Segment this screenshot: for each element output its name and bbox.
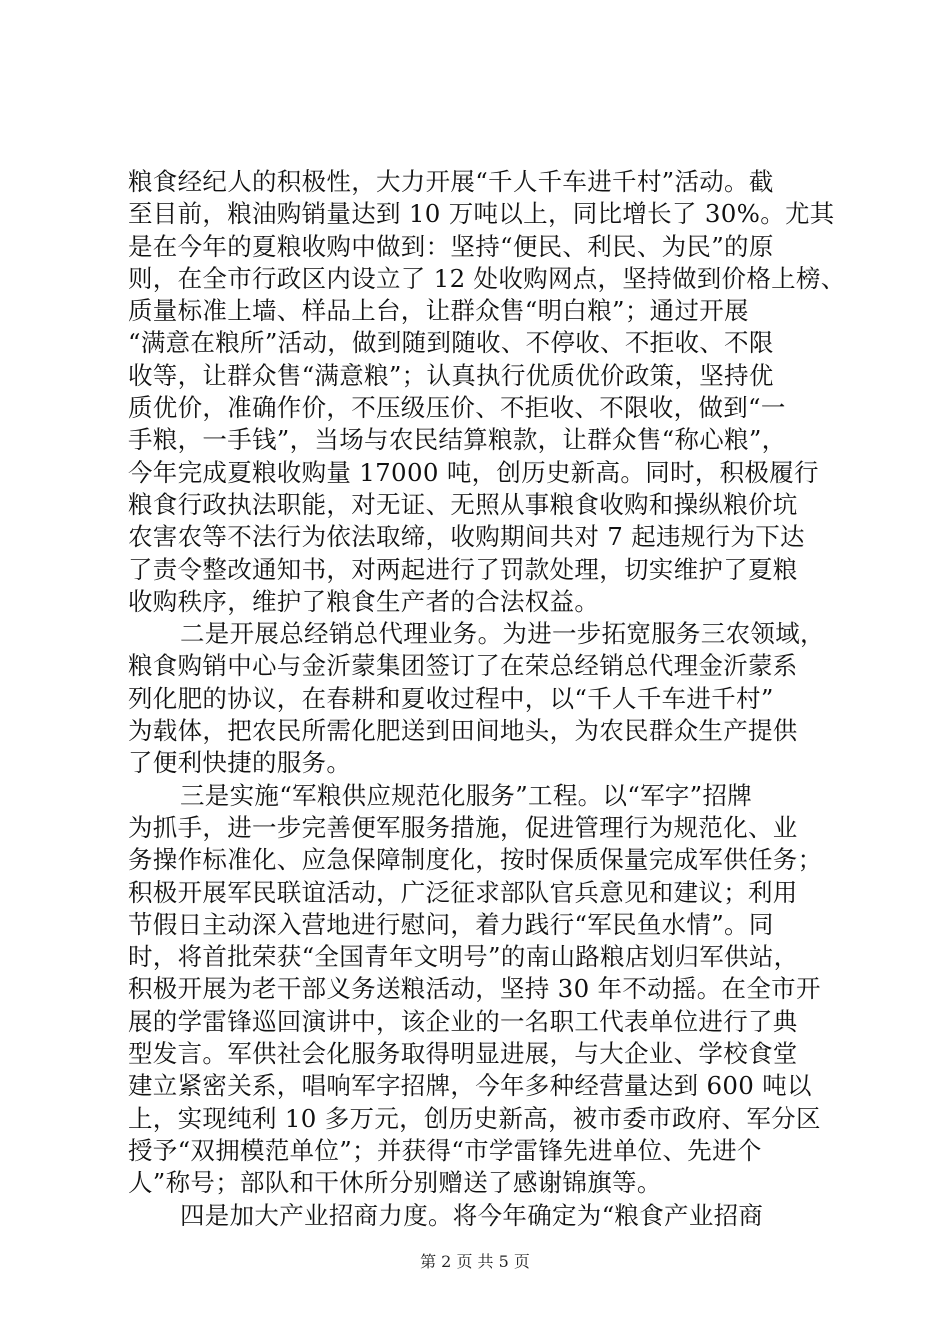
text-line: 手粮，一手钱”，当场与农民结算粮款，让群众售“称心粮”， — [128, 425, 787, 455]
text-line: 四是加大产业招商力度。将今年确定为“粮食产业招商 — [180, 1200, 764, 1230]
text-line: 三是实施“军粮供应规范化服务”工程。以“军字”招牌 — [180, 780, 753, 810]
text-line: 积极开展为老干部义务送粮活动，坚持 30 年不动摇。在全市开 — [128, 974, 821, 1004]
text-line: 则，在全市行政区内设立了 12 处收购网点，坚持做到价格上榜、 — [128, 263, 846, 293]
text-line: 节假日主动深入营地进行慰问，着力践行“军民鱼水情”。同 — [128, 909, 774, 939]
text-line: 上，实现纯利 10 多万元，创历史新高，被市委市政府、军分区 — [128, 1103, 821, 1133]
text-line: 为抓手，进一步完善便军服务措施，促进管理行为规范化、业 — [128, 812, 798, 842]
text-line: 展的学雷锋巡回演讲中，该企业的一名职工代表单位进行了典 — [128, 1006, 798, 1036]
text-line: 型发言。军供社会化服务取得明显进展，与大企业、学校食堂 — [128, 1039, 798, 1069]
text-line: 质量标准上墙、样品上台，让群众售“明白粮”；通过开展 — [128, 296, 749, 326]
text-line: 是在今年的夏粮收购中做到：坚持“便民、利民、为民”的原 — [128, 231, 774, 261]
page-number-footer: 第 2 页 共 5 页 — [420, 1252, 530, 1271]
body-text — [128, 166, 846, 1232]
text-line: 农害农等不法行为依法取缔，收购期间共对 7 起违规行为下达 — [128, 522, 805, 552]
text-line: 收等，让群众售“满意粮”；认真执行优质优价政策，坚持优 — [128, 360, 774, 390]
text-line: 粮食经纪人的积极性，大力开展“千人千车进千村”活动。截 — [128, 167, 774, 196]
text-line: 二是开展总经销总代理业务。为进一步拓宽服务三农领域， — [180, 619, 825, 649]
text-line: 了责令整改通知书，对两起进行了罚款处理，切实维护了夏粮 — [128, 554, 798, 584]
text-line: 人”称号；部队和干休所分别赠送了感谢锦旗等。 — [128, 1168, 662, 1198]
text-line: 了便利快捷的服务。 — [128, 748, 352, 778]
text-line: 建立紧密关系，唱响军字招牌，今年多种经营量达到 600 吨以 — [128, 1071, 812, 1101]
text-line: 粮食行政执法职能，对无证、无照从事粮食收购和操纵粮价坑 — [128, 489, 798, 519]
text-line: 时，将首批荣获“全国青年文明号”的南山路粮店划归军供站， — [128, 942, 799, 972]
text-line: 为载体，把农民所需化肥送到田间地头，为农民群众生产提供 — [128, 716, 798, 746]
text-line: 今年完成夏粮收购量 17000 吨，创历史新高。同时，积极履行 — [128, 457, 819, 487]
text-line: 质优价，准确作价，不压级压价、不拒收、不限收，做到“一 — [128, 393, 786, 423]
text-line: 列化肥的协议，在春耕和夏收过程中，以“千人千车进千村” — [128, 683, 774, 713]
text-line: 粮食购销中心与金沂蒙集团签订了在荣总经销总代理金沂蒙系 — [128, 651, 798, 681]
text-line: “满意在粮所”活动，做到随到随收、不停收、不拒收、不限 — [128, 328, 774, 358]
text-line: 积极开展军民联谊活动，广泛征求部队官兵意见和建议；利用 — [128, 877, 798, 907]
text-line: 授予“双拥模范单位”；并获得“市学雷锋先进单位、先进个 — [128, 1135, 762, 1165]
text-line: 至目前，粮油购销量达到 10 万吨以上，同比增长了 30%。尤其 — [128, 199, 835, 229]
text-line: 务操作标准化、应急保障制度化，按时保质保量完成军供任务； — [128, 845, 823, 875]
text-line: 收购秩序，维护了粮食生产者的合法权益。 — [128, 586, 600, 616]
